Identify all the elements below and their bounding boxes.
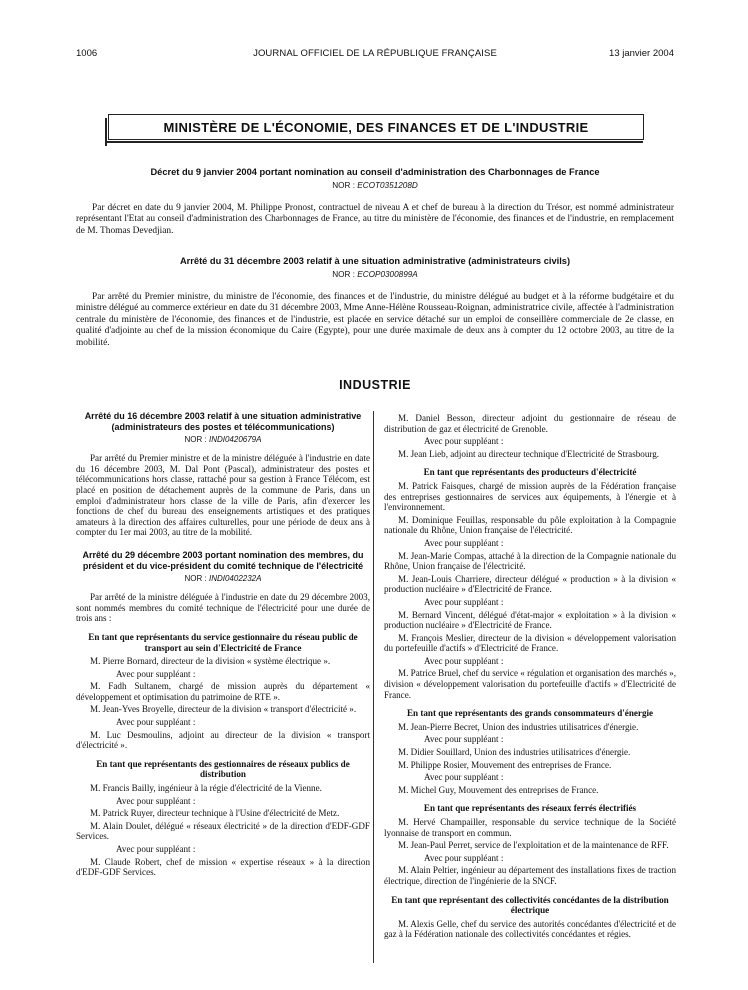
decret-text: Par décret en date du 9 janvier 2004, M. Philippe Pronost, contractuel de niveau A et chef de bureau à la direction du Trésor, est nommé administrateur représentant l'Etat au conseil d'administration des Charbonnages de France, au titre du ministère de l'économie, des finances et de l'industrie, en remplacement de M. Thomas Devedjian. — [76, 203, 674, 236]
nor-label: NOR : — [332, 181, 355, 190]
section-heading: INDUSTRIE — [339, 378, 411, 392]
substitute-line: Avec pour suppléant : — [116, 844, 196, 854]
substitute-line: Avec pour suppléant : — [424, 537, 504, 548]
substitute-line: Avec pour suppléant : — [424, 852, 504, 863]
arrete-nor — [76, 270, 674, 279]
article-title: Arrêté du 16 décembre 2003 relatif à une situation administrative (administrateurs des postes et télécommunications) — [84, 411, 362, 432]
member-line: M. Claude Robert, chef de mission « expertise réseaux » à la direction d'EDF-GDF Services. — [76, 856, 370, 878]
running-header — [76, 48, 674, 62]
member-line: M. Didier Souillard, Union des industries utilisatrices d'énergie. — [398, 747, 631, 758]
member-line: M. Jean-Yves Broyelle, directeur de la division « transport d'électricité ». — [90, 704, 357, 715]
right-column — [384, 411, 676, 942]
substitute-line: Avec pour suppléant : — [424, 655, 504, 666]
subheading: En tant que représentant des collectivités concédantes de la distribution électrique — [391, 894, 669, 916]
ministry-banner — [108, 114, 644, 140]
member-line: M. Pierre Bornard, directeur de la division « système électrique ». — [90, 656, 331, 667]
nor-label: NOR : — [332, 270, 355, 279]
ministry-title: MINISTÈRE DE L'ÉCONOMIE, DES FINANCES ET DE L'INDUSTRIE — [163, 119, 589, 135]
decret-title: Décret du 9 janvier 2004 portant nomination au conseil d'administration des Charbonnages de France — [150, 167, 600, 177]
member-line: M. Alain Peltier, ingénieur au département des installations fixes de traction électrique, direction de l'ingénierie de la SNCF. — [384, 865, 676, 886]
member-line: M. Bernard Vincent, délégué d'état-major « exploitation » à la division « production nucléaire » d'Electricité de France. — [384, 609, 676, 631]
substitute-line: Avec pour suppléant : — [424, 734, 504, 745]
article-title: Arrêté du 29 décembre 2003 portant nomination des membres, du président et du vice-président du comité technique de l'électricité — [82, 549, 364, 571]
subheading: En tant que représentants des réseaux ferrés électrifiés — [423, 803, 637, 814]
decret-nor — [76, 181, 674, 190]
substitute-line: Avec pour suppléant : — [424, 772, 504, 783]
subheading: En tant que représentants du service gestionnaire du réseau public de transport au sein d'Electricité de France — [88, 631, 358, 653]
substitute-line: Avec pour suppléant : — [424, 436, 504, 447]
substitute-line: Avec pour suppléant : — [424, 596, 504, 607]
member-line: M. Jean-Louis Charriere, directeur délégué « production » à la division « production nucléaire » d'Electricité de France. — [384, 573, 676, 595]
member-line: M. Daniel Besson, directeur adjoint du gestionnaire de réseau de distribution de gaz et électricité de Grenoble. — [384, 413, 676, 434]
member-line: M. Alexis Gelle, chef du service des autorités concédantes d'électricité et de gaz à la Fédération nationale des collectivités concédantes et régies. — [384, 918, 676, 940]
member-line: M. Dominique Feuillas, responsable du pôle exploitation à la Compagnie nationale du Rhône, Union française de l'électricité. — [384, 514, 676, 536]
member-line: M. Patrick Ruyer, directeur technique à l'Usine d'électricité de Metz. — [90, 808, 340, 819]
nor-code: INDI0420679A — [208, 434, 262, 444]
member-line: M. Luc Desmoulins, adjoint au directeur de la division « transport d'électricité ». — [76, 729, 370, 751]
substitute-line: Avec pour suppléant : — [116, 795, 196, 806]
nor-code: ECOP0300899A — [357, 270, 418, 279]
member-line: M. Philippe Rosier, Mouvement des entreprises de France. — [398, 759, 612, 770]
article-text: Par arrêté de la ministre déléguée à l'industrie en date du 29 décembre 2003, sont nommés membres du comité technique de l'électricité pour une durée de trois ans : — [76, 592, 370, 624]
arrete-title: Arrêté du 31 décembre 2003 relatif à une situation administrative (administrateurs civils) — [179, 256, 571, 266]
member-line: M. Fadh Sultanem, chargé de mission auprès du département « développement et optimisation du patrimoine de RTE ». — [76, 681, 370, 702]
member-line: M. Jean-Pierre Becret, Union des industries utilisatrices d'énergie. — [398, 721, 639, 732]
substitute-line: Avec pour suppléant : — [116, 668, 196, 679]
issue-date: 13 janvier 2004 — [609, 48, 674, 59]
substitute-line: Avec pour suppléant : — [116, 717, 196, 728]
subheading: En tant que représentants des gestionnaires de réseaux publics de distribution — [96, 758, 350, 780]
member-line: M. Jean Lieb, adjoint au directeur technique d'Electricité de Strasbourg. — [398, 448, 660, 459]
member-line: M. Alain Doulet, délégué « réseaux électricité » de la direction d'EDF-GDF Services. — [76, 820, 370, 842]
nor-label: NOR : — [184, 573, 207, 583]
left-column — [76, 411, 370, 880]
nor-code: ECOT0351208D — [357, 181, 418, 190]
member-line: M. Jean-Marie Compas, attaché à la direction de la Compagnie nationale du Rhône, Union française de l'électricité. — [384, 550, 676, 572]
nor-code: INDI0402232A — [208, 573, 262, 583]
article-nor — [76, 435, 370, 446]
subheading: En tant que représentants des producteurs d'électricité — [423, 467, 637, 478]
article-text: Par arrêté du Premier ministre et de la ministre déléguée à l'industrie en date du 16 décembre 2003, M. Dal Pont (Pascal), administrateur des postes et télécommunications hors classe, rattaché pour sa gestion à France Télécom, est placé en position de détachement auprès de la commune de Paris, dans un emploi d'administrateur hors classe de la ville de Paris, afin d'exercer les fonctions de chef du bureau des enseignements artistiques et des pratiques amateurs à la direction des affaires culturelles, pour une période de deux ans à compter du 1er mai 2003, au titre de la mobilité. — [76, 453, 370, 538]
member-line: M. Hervé Champailler, responsable du service technique de la Société lyonnaise de transport en commun. — [384, 817, 676, 838]
member-line: M. François Meslier, directeur de la division « développement valorisation du portefeuille d'actifs » d'Electricité de France. — [384, 632, 676, 654]
member-line: M. Francis Bailly, ingénieur à la régie d'électricité de la Vienne. — [90, 783, 322, 794]
member-line: M. Patrice Bruel, chef du service « régulation et organisation des marchés », division « développement valorisation du portefeuille d'actifs » d'Electricité de France. — [384, 668, 676, 700]
page-number: 1006 — [76, 48, 98, 59]
arrete-text: Par arrêté du Premier ministre, du ministre de l'économie, des finances et de l'industrie, du ministre délégué au budget et à la réforme budgétaire et du ministre délégué au commerce extérieur en date du 31 décembre 2003, Mme Anne-Hélène Rousseau-Roignan, administratrice civile, affectée à l'administration centrale du ministère de l'économie, des finances et de l'industrie, est placée en service détaché sur un emploi de conseillère commerciale de 2e classe, en qualité d'adjointe au chef de la mission économique du Caire (Egypte), pour une durée maximale de deux ans à compter du 12 octobre 2003, au titre de la mobilité. — [76, 292, 674, 348]
subheading: En tant que représentants des grands consommateurs d'énergie — [406, 708, 654, 719]
member-line: M. Patrick Faisques, chargé de mission auprès de la Fédération française des entreprises gestionnaires de services aux équipements, à l'énergie et à l'environnement. — [384, 480, 676, 513]
nor-label: NOR : — [184, 434, 207, 444]
member-line: M. Jean-Paul Perret, service de l'exploitation et de la maintenance de RFF. — [398, 840, 669, 851]
journal-title: JOURNAL OFFICIEL DE LA RÉPUBLIQUE FRANÇAISE — [253, 48, 497, 59]
article-nor — [76, 574, 370, 585]
member-line: M. Michel Guy, Mouvement des entreprises de France. — [398, 784, 599, 795]
column-divider — [373, 411, 374, 963]
